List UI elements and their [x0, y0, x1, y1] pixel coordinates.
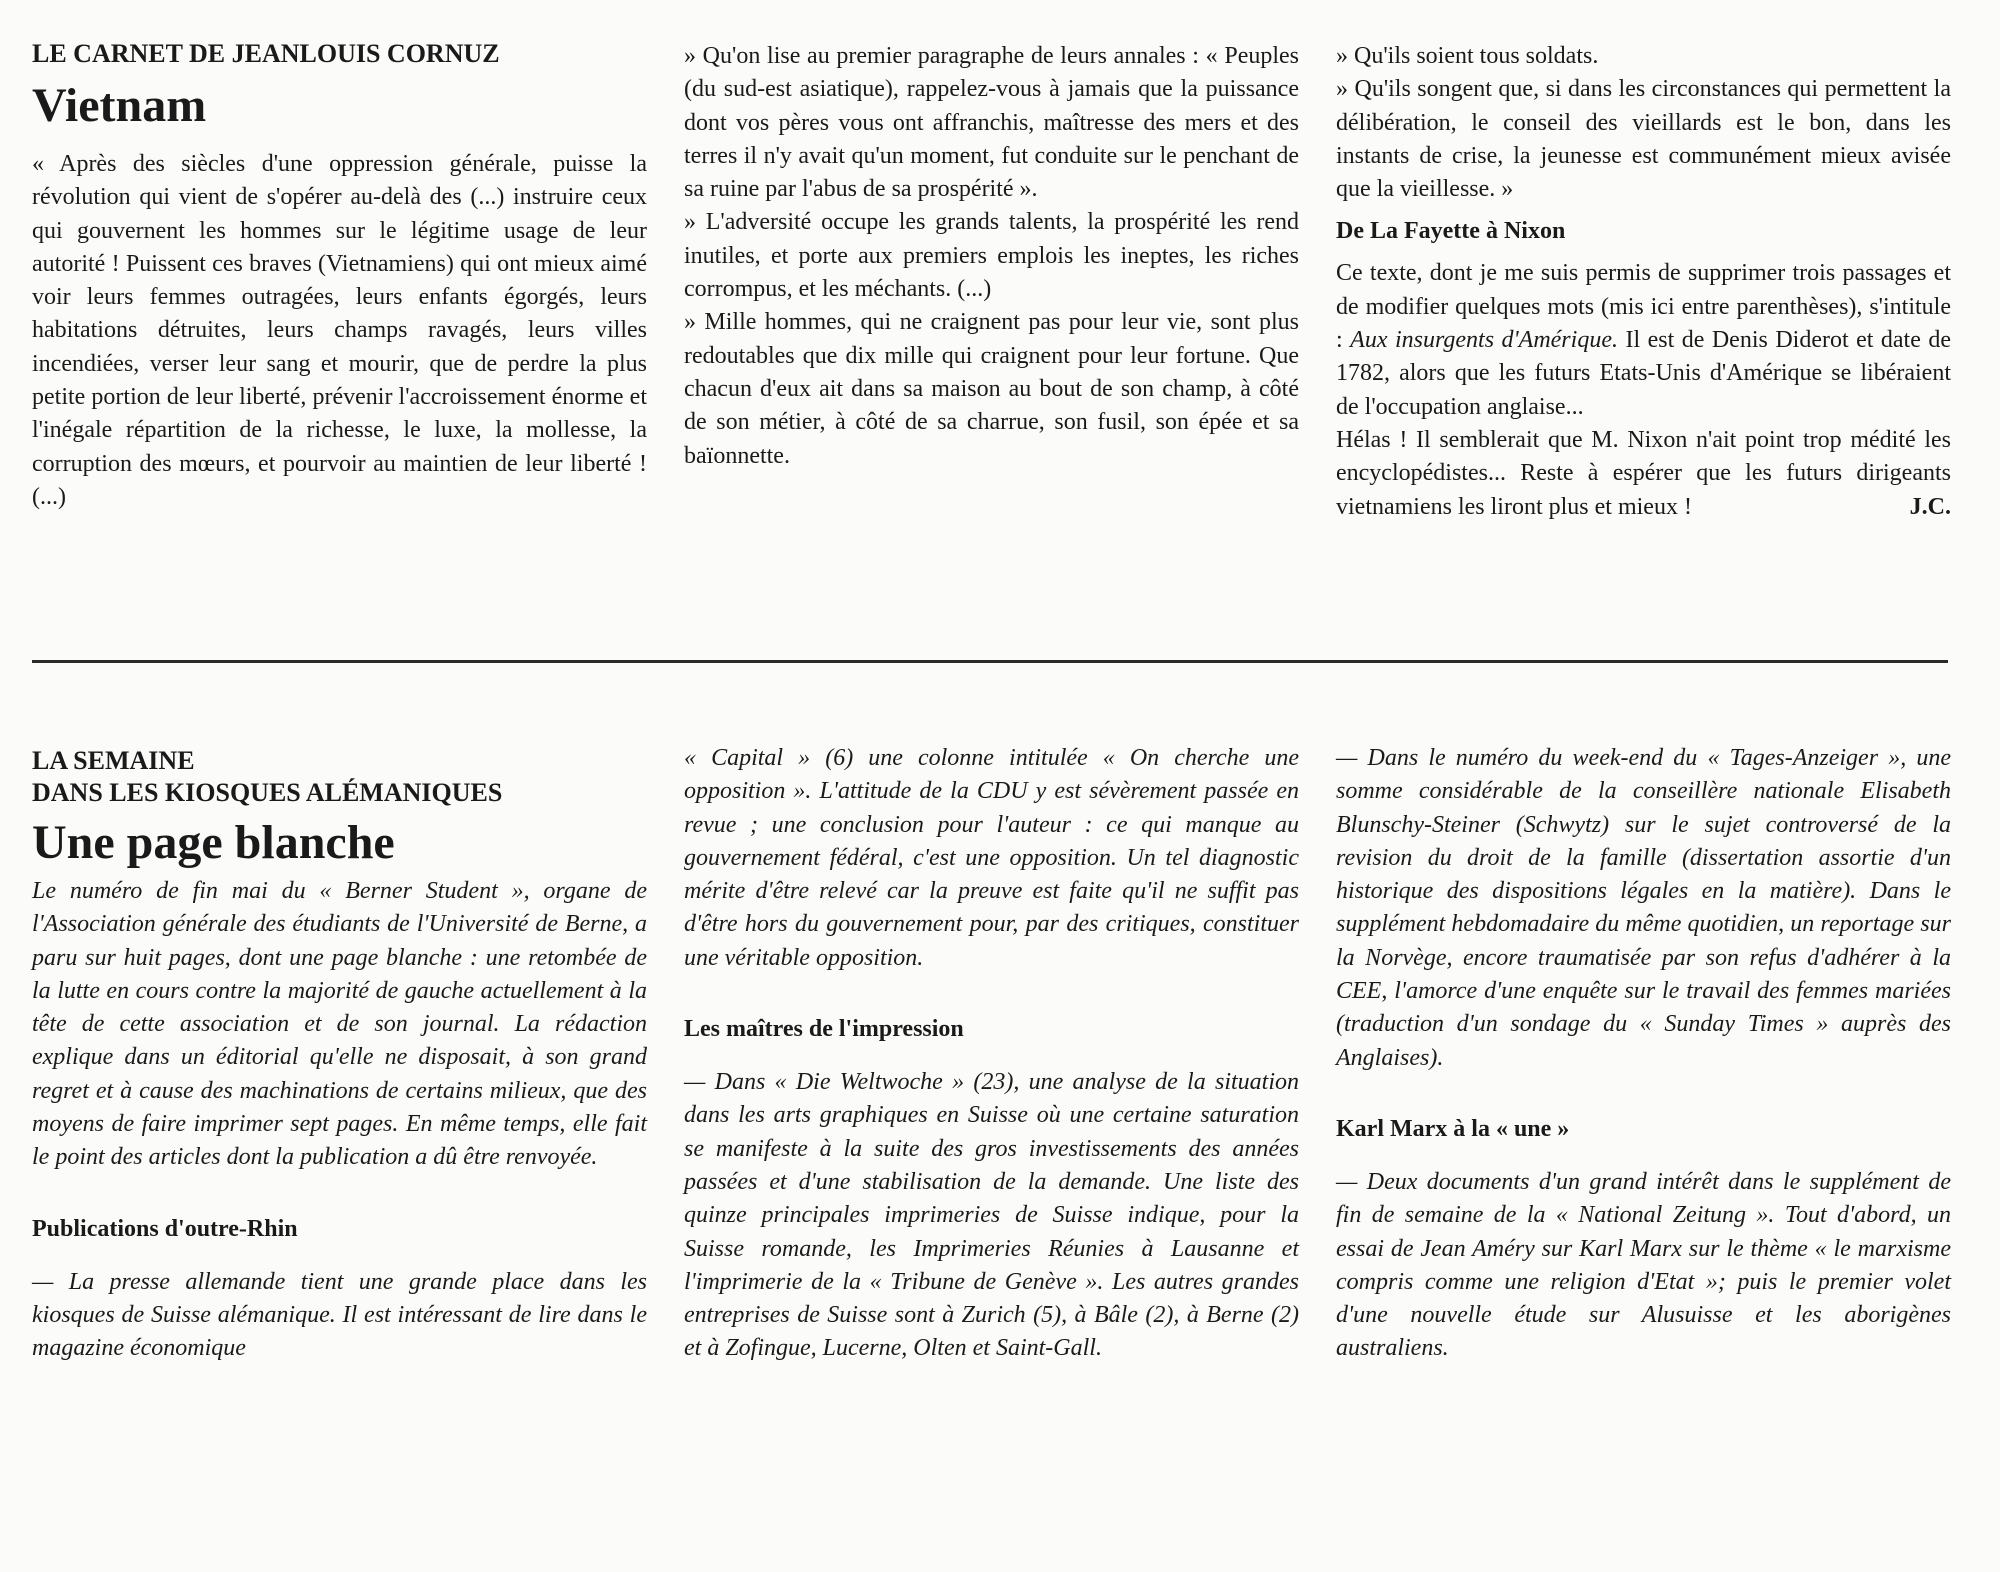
- bottom-col1-paragraph-2: — La presse allemande tient une grande place dans les kiosques de Suisse alémanique. Il est intéressant de lire dans le magazine économique: [32, 1268, 647, 1362]
- bottom-kicker-line-1: LA SEMAINE: [32, 746, 195, 775]
- bottom-col2-subhead: Les maîtres de l'impression: [684, 1016, 964, 1043]
- bottom-col2-paragraph-1: « Capital » (6) une colonne intitulée « On cherche une opposition ». L'attitude de la CDU y est sévèrement passée en revue ; une conclusion pour l'auteur : ce qui manque au gouvernement fédéral, c'est une opposition. Un tel diagnostic mérite d'être relevé car la preuve est faite qu'il ne suffit pas d'être hors du gouvernement pour, par des critiques, constituer une véritable opposition.: [684, 745, 1299, 971]
- top-col2-paragraph-1: » Qu'on lise au premier paragraphe de leurs annales : « Peuples (du sud-est asiatique), rappelez-vous à jamais que la puissance dont vos pères vous ont affranchis, maîtresse des mers et des terres il n'y avait qu'un moment, fut conduite sur le penchant de sa ruine par l'abus de sa prospérité ».: [684, 43, 1299, 203]
- top-col3-p3-text-a: Ce texte, dont je me suis permis de supprimer trois passages et de modifier quelques mots (mis ici entre parenthèses), s'intitule :: [1336, 260, 1951, 354]
- top-column-3: [1336, 40, 1951, 524]
- bottom-col1-subhead: Publications d'outre-Rhin: [32, 1215, 298, 1242]
- top-kicker: LE CARNET DE JEANLOUIS CORNUZ: [32, 39, 500, 68]
- top-col2-paragraph-2: » L'adversité occupe les grands talents, la prospérité les rend inutiles, et porte aux premiers emplois les ineptes, les riches corrompus, et les méchants. (...): [684, 209, 1299, 303]
- bottom-column-1: [32, 745, 647, 1366]
- bottom-headline: Une page blanche: [32, 816, 395, 869]
- top-headline: Vietnam: [32, 79, 207, 132]
- bottom-col1-paragraph-1: Le numéro de fin mai du « Berner Student », organe de l'Association générale des étudiants de l'Université de Berne, a paru sur huit pages, dont une page blanche : une retombée de la lutte en cours contre la majorité de gauche actuellement à la tête de cette association et de son journal. La rédaction explique dans un éditorial qu'elle ne disposait, à son grand regret et à cause des machinations de certains milieux, que des moyens de faire imprimer sept pages. En même temps, elle fait le point des articles dont la publication a dû être renvoyée.: [32, 878, 647, 1171]
- top-column-1: [32, 38, 647, 514]
- top-col3-paragraph-4: Hélas ! Il semblerait que M. Nixon n'ait point trop médité les encyclopédistes... Reste à espérer que les futurs dirigeants vietnamiens les liront plus et mieux !: [1336, 426, 1951, 520]
- signature: J.C.: [1909, 493, 1951, 520]
- top-col3-p3-title: Aux insurgents d'Amérique.: [1350, 327, 1618, 354]
- section-divider-rule: [32, 660, 1948, 663]
- bottom-column-2: [684, 742, 1299, 1366]
- bottom-col3-paragraph-1: — Dans le numéro du week-end du « Tages-Anzeiger », une somme considérable de la conseillère nationale Elisabeth Blunschy-Steiner (Schwytz) sur le sujet controversé de la revision du droit de la famille (dissertation assortie d'un historique des dispositions légales en la matière). Dans le supplément hebdomadaire du même quotidien, un reportage sur la Norvège, encore traumatisée par son refus d'adhérer à la CEE, l'amorce d'une enquête sur le travail des femmes mariées (traduction d'un sondage du « Sunday Times » auprès des Anglaises).: [1336, 745, 1951, 1071]
- bottom-col3-subhead: Karl Marx à la « une »: [1336, 1115, 1570, 1142]
- top-col1-paragraph: « Après des siècles d'une oppression générale, puisse la révolution qui vient de s'opérer au-delà des (...) instruire ceux qui gouvernent les hommes sur le légitime usage de leur autorité ! Puissent ces braves (Vietnamiens) qui ont mieux aimé voir leurs femmes outragées, leurs enfants égorgés, leurs habitations détruites, leurs champs ravagés, leurs villes incendiées, verser leur sang et mourir, que de perdre la plus petite portion de leur liberté, prévenir l'accroissement énorme et l'inégale répartition de la richesse, le luxe, la mollesse, la corruption des mœurs, et pourvoir au maintien de leur liberté !(...): [32, 151, 647, 510]
- top-col2-paragraph-3: » Mille hommes, qui ne craignent pas pour leur vie, sont plus redoutables que dix mille qui craignent pour leur fortune. Que chacun d'eux ait dans sa maison au bout de son champ, à côté de son métier, à côté de sa charrue, son fusil, son épée et sa baïonnette.: [684, 309, 1299, 469]
- top-col3-paragraph-3: [1336, 257, 1951, 423]
- top-col3-p3-text-b: Il est de Denis Diderot et date de 1782, alors que les futurs Etats-Unis d'Amérique se libéraient de l'occupation anglaise...: [1336, 327, 1952, 420]
- bottom-kicker-line-2: DANS LES KIOSQUES ALÉMANIQUES: [32, 778, 503, 807]
- top-col3-paragraph-2: » Qu'ils songent que, si dans les circonstances qui permettent la délibération, le conseil des vieillards est le bon, dans les instants de crise, la jeunesse est communément mieux avisée que la vieillesse. »: [1336, 76, 1951, 203]
- top-col3-subhead: De La Fayette à Nixon: [1336, 218, 1566, 245]
- bottom-col2-paragraph-2: — Dans « Die Weltwoche » (23), une analyse de la situation dans les arts graphiques en Suisse où une certaine saturation se manifeste à la suite des gros investissements des années passées et d'une stabilisation de la demande. Une liste des quinze principales imprimeries de Suisse indique, pour la Suisse romande, les Imprimeries Réunies à Lausanne et l'imprimerie de la « Tribune de Genève ». Les autres grandes entreprises de Suisse sont à Zurich (5), à Bâle (2), à Berne (2) et à Zofingue, Lucerne, Olten et Saint-Gall.: [684, 1069, 1299, 1362]
- top-column-2: [684, 40, 1299, 473]
- bottom-col3-paragraph-2: — Deux documents d'un grand intérêt dans le supplément de fin de semaine de la « National Zeitung ». Tout d'abord, un essai de Jean Améry sur Karl Marx sur le thème « le marxisme compris comme une religion d'Etat »; puis le premier volet d'une nouvelle étude sur Alusuisse et les aborigènes australiens.: [1336, 1168, 1951, 1362]
- top-col3-paragraph-1: » Qu'ils soient tous soldats.: [1336, 43, 1599, 69]
- bottom-column-3: [1336, 742, 1951, 1366]
